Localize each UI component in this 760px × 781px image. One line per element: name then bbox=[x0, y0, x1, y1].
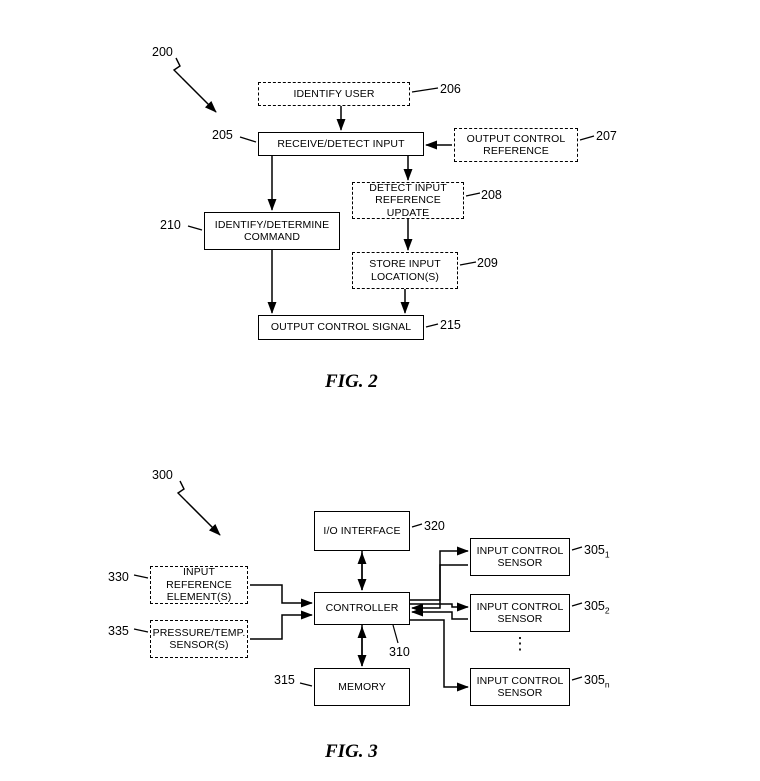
ref-tag-305-n-sub: n bbox=[604, 679, 610, 690]
node-label: RECEIVE/DETECT INPUT bbox=[277, 137, 405, 150]
ref-tag-305-2-sub: 2 bbox=[604, 605, 610, 616]
node-label: STORE INPUT LOCATION(S) bbox=[369, 258, 441, 283]
node-label: INPUT REFERENCE ELEMENT(S) bbox=[166, 566, 232, 604]
ref-tag-305-1-base: 305 bbox=[584, 543, 605, 557]
ref-tag-335: 335 bbox=[108, 624, 129, 638]
ref-tag-310: 310 bbox=[389, 645, 410, 659]
ref-tag-210: 210 bbox=[160, 218, 181, 232]
ref-tag-208: 208 bbox=[481, 188, 502, 202]
node-label: IDENTIFY/DETERMINE COMMAND bbox=[214, 218, 330, 243]
vertical-ellipsis: ⋮ bbox=[511, 634, 529, 653]
node-identify-determine-command bbox=[204, 212, 340, 250]
node-label: OUTPUT CONTROL REFERENCE bbox=[466, 132, 566, 157]
node-label: INPUT CONTROL SENSOR bbox=[476, 674, 564, 699]
ref-tag-305-1 bbox=[584, 543, 610, 560]
ref-tag-200: 200 bbox=[152, 45, 173, 59]
ref-tag-205: 205 bbox=[212, 128, 233, 142]
node-identify-user bbox=[258, 82, 410, 106]
node-label: I/O INTERFACE bbox=[323, 524, 401, 537]
node-label: CONTROLLER bbox=[325, 602, 399, 615]
node-output-control-signal bbox=[258, 315, 424, 340]
ref-tag-305-2 bbox=[584, 599, 610, 616]
node-label: INPUT CONTROL SENSOR bbox=[476, 544, 564, 569]
ref-tag-209: 209 bbox=[477, 256, 498, 270]
node-detect-input-reference-update bbox=[352, 182, 464, 219]
ref-tag-207: 207 bbox=[596, 129, 617, 143]
node-controller bbox=[314, 592, 410, 625]
ref-tag-305-n-base: 305 bbox=[584, 673, 605, 687]
node-receive-detect-input bbox=[258, 132, 424, 156]
node-pressure-temp-sensors bbox=[150, 620, 248, 658]
ref-tag-215: 215 bbox=[440, 318, 461, 332]
ref-tag-206: 206 bbox=[440, 82, 461, 96]
node-input-control-sensor-2 bbox=[470, 594, 570, 632]
node-input-reference-elements bbox=[150, 566, 248, 604]
figure-2-caption: FIG. 2 bbox=[325, 371, 378, 392]
ref-tag-305-n bbox=[584, 673, 610, 690]
ref-tag-305-2-base: 305 bbox=[584, 599, 605, 613]
node-label: PRESSURE/TEMP. SENSOR(S) bbox=[152, 626, 246, 651]
node-output-control-reference bbox=[454, 128, 578, 162]
ref-tag-300: 300 bbox=[152, 468, 173, 482]
node-label: OUTPUT CONTROL SIGNAL bbox=[270, 321, 412, 334]
node-memory bbox=[314, 668, 410, 706]
node-label: INPUT CONTROL SENSOR bbox=[476, 600, 564, 625]
ref-tag-320: 320 bbox=[424, 519, 445, 533]
node-label: MEMORY bbox=[338, 680, 386, 693]
node-label: DETECT INPUT REFERENCE UPDATE bbox=[369, 181, 447, 219]
figure-3-caption: FIG. 3 bbox=[325, 741, 378, 762]
ref-tag-315: 315 bbox=[274, 673, 295, 687]
node-io-interface bbox=[314, 511, 410, 551]
ref-tag-330: 330 bbox=[108, 570, 129, 584]
node-input-control-sensor-n bbox=[470, 668, 570, 706]
node-input-control-sensor-1 bbox=[470, 538, 570, 576]
node-label: IDENTIFY USER bbox=[293, 87, 375, 100]
node-store-input-locations bbox=[352, 252, 458, 289]
ref-tag-305-1-sub: 1 bbox=[604, 549, 610, 560]
